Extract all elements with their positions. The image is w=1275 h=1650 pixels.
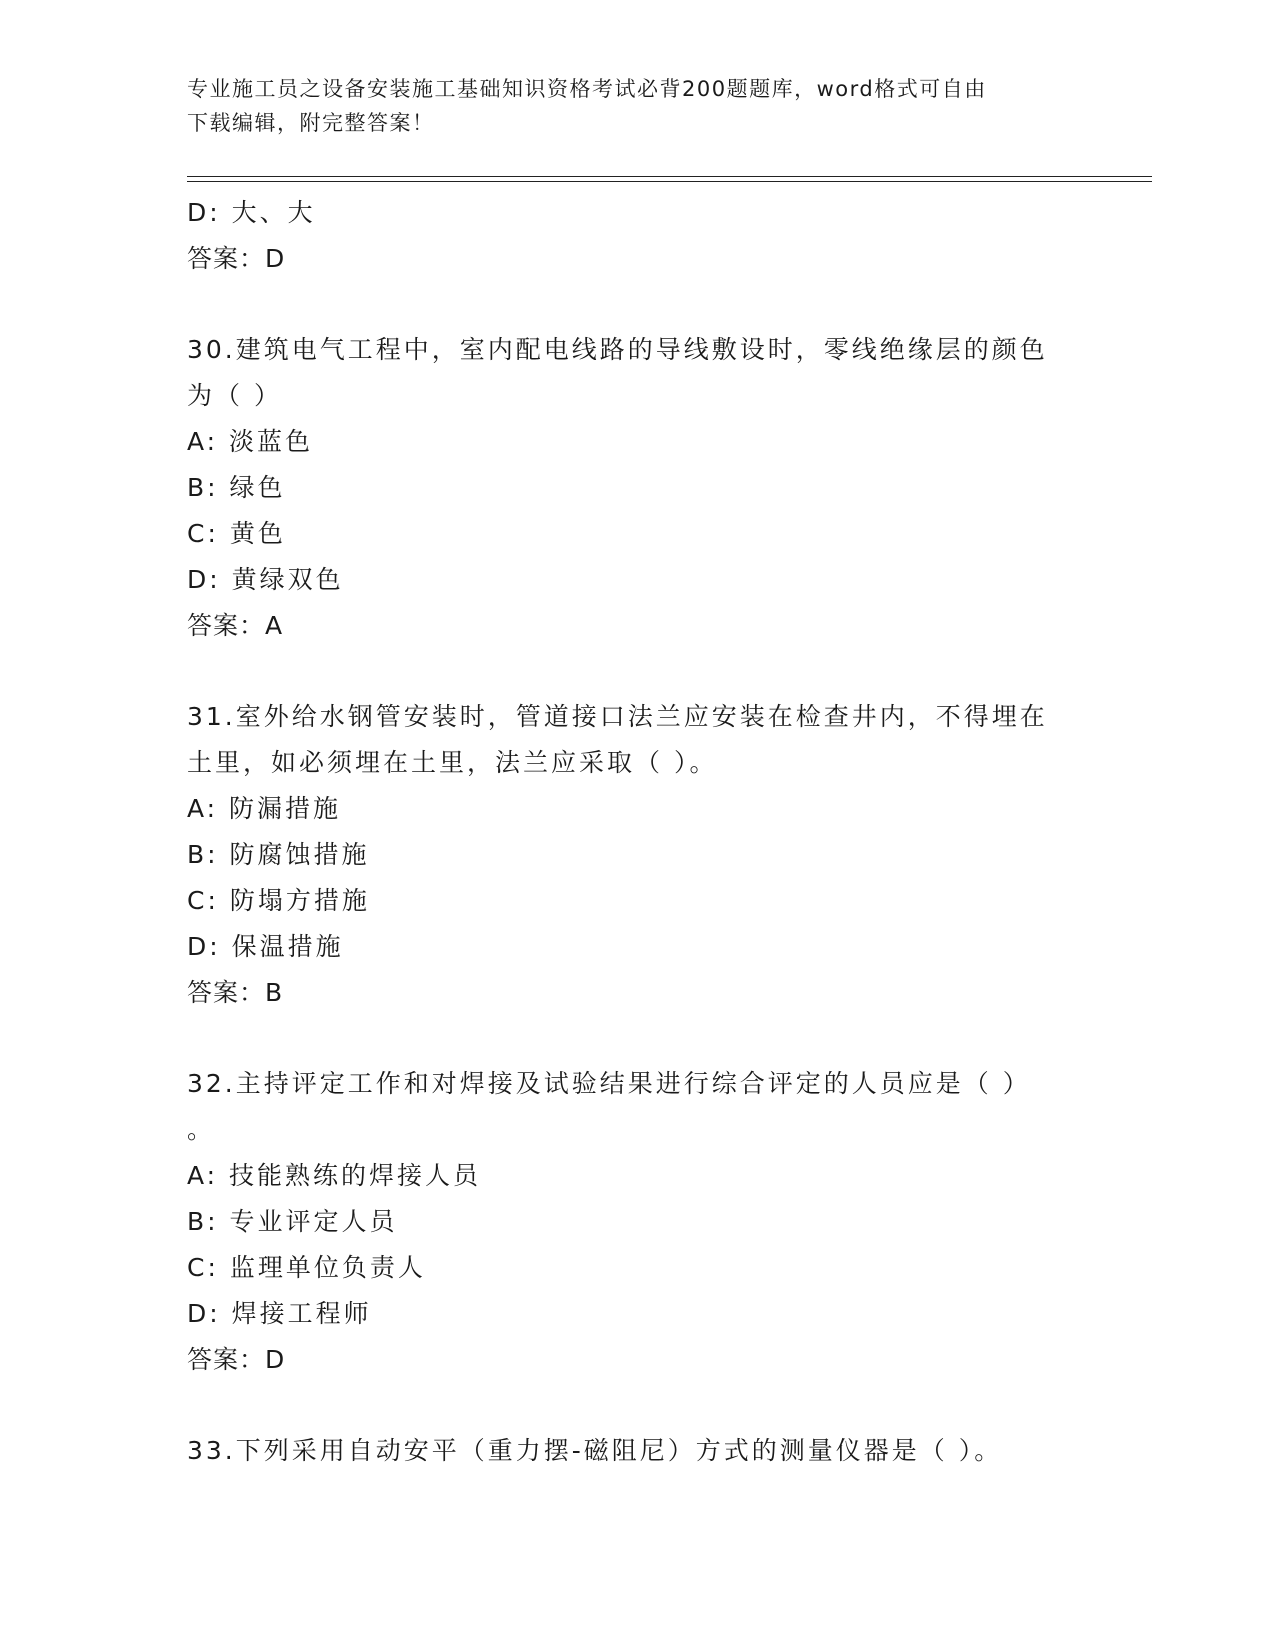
option-a: A: 淡蓝色	[187, 427, 314, 456]
document-header	[187, 72, 1077, 140]
question-stem-continued: 。	[187, 1115, 216, 1144]
question-stem: 31.室外给水钢管安装时，管道接口法兰应安装在检查井内，不得埋在	[187, 702, 1048, 731]
question-stem-continued: 土里，如必须埋在土里，法兰应采取（ ）。	[187, 748, 718, 777]
option-b: B: 防腐蚀措施	[187, 840, 370, 869]
option-b: B: 绿色	[187, 473, 286, 502]
option-a: A: 技能熟练的焊接人员	[187, 1161, 482, 1190]
previous-question-tail	[187, 190, 1087, 282]
question-stem-continued: 为（ ）	[187, 381, 282, 410]
header-title-line-1: 专业施工员之设备安装施工基础知识资格考试必背200题题库，word格式可自由	[187, 77, 987, 101]
question-33	[187, 1428, 1087, 1474]
option-d: D: 黄绿双色	[187, 565, 344, 594]
answer-line: 答案：A	[187, 611, 284, 640]
option-d: D: 保温措施	[187, 932, 344, 961]
header-divider-bottom	[187, 181, 1152, 182]
question-31	[187, 694, 1087, 1016]
option-d: D: 大、大	[187, 198, 316, 227]
option-c: C: 监理单位负责人	[187, 1253, 426, 1282]
option-c: C: 黄色	[187, 519, 286, 548]
answer-line: 答案：D	[187, 244, 286, 273]
question-30	[187, 327, 1087, 649]
question-stem: 30.建筑电气工程中，室内配电线路的导线敷设时，零线绝缘层的颜色	[187, 335, 1048, 364]
question-stem: 32.主持评定工作和对焊接及试验结果进行综合评定的人员应是（ ）	[187, 1069, 1031, 1098]
question-stem: 33.下列采用自动安平（重力摆-磁阻尼）方式的测量仪器是（ ）。	[187, 1436, 1003, 1465]
answer-line: 答案：B	[187, 978, 284, 1007]
header-title-line-2: 下载编辑，附完整答案！	[187, 111, 435, 135]
option-c: C: 防塌方措施	[187, 886, 370, 915]
option-d: D: 焊接工程师	[187, 1299, 372, 1328]
header-divider-top	[187, 176, 1152, 177]
option-b: B: 专业评定人员	[187, 1207, 398, 1236]
option-a: A: 防漏措施	[187, 794, 342, 823]
answer-line: 答案：D	[187, 1345, 286, 1374]
question-32	[187, 1061, 1087, 1383]
question-list	[187, 190, 1087, 1474]
